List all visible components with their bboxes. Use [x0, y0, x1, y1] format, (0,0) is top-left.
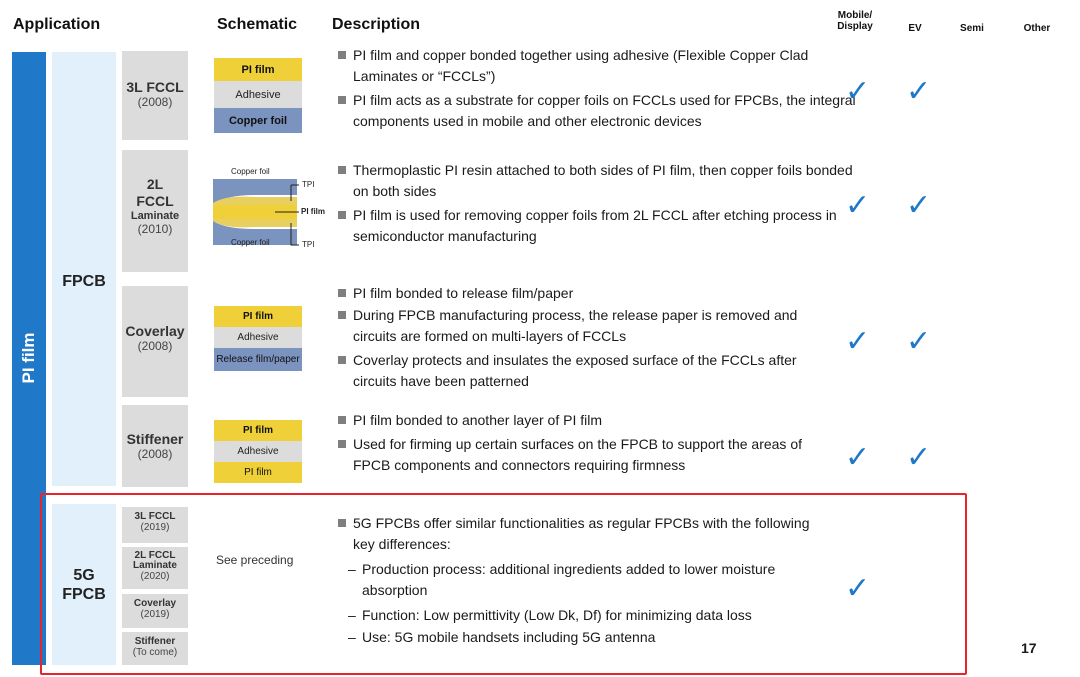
check-mobile-icon: ✓	[845, 189, 871, 222]
row-year: (2008)	[137, 95, 173, 109]
row-sub: Laminate	[130, 210, 180, 222]
item-name: Coverlay	[133, 598, 177, 609]
layer-pi-film: PI film	[214, 58, 302, 81]
bullet-square-icon	[338, 311, 346, 319]
item-year: (To come)	[132, 647, 178, 658]
check-ev-icon: ✓	[906, 441, 932, 474]
bullet-square-icon	[338, 211, 346, 219]
row-name: 3L FCCL	[126, 79, 184, 95]
row-2l-fccl-cell	[122, 150, 188, 272]
fpcb-group-bg	[52, 52, 116, 486]
row-name: Stiffener	[126, 431, 184, 447]
layer-pi-film: PI film	[214, 420, 302, 441]
row-year: (2008)	[137, 339, 173, 353]
check-mobile-icon: ✓	[845, 325, 871, 358]
layer-copper-foil: Copper foil	[214, 108, 302, 133]
page-number: 17	[1021, 640, 1037, 656]
row-2l-fccl-description	[336, 160, 866, 247]
layer-pi-film-bottom: PI film	[214, 462, 302, 483]
item-year: (2019)	[140, 522, 170, 533]
highlight-box	[40, 493, 967, 675]
row-year: (2010)	[137, 222, 173, 236]
bullet-square-icon	[338, 356, 346, 364]
bullet-item: PI film acts as a substrate for copper foils on FCCLs used for FPCBs, the integral components used in mobile and other electronic devices	[336, 90, 856, 132]
bullet-square-icon	[338, 51, 346, 59]
bullet-item: PI film and copper bonded together using adhesive (Flexible Copper Clad Laminates or “FCCLs”)	[336, 45, 856, 87]
row-year: (2008)	[137, 447, 173, 461]
row-stiffener-description	[336, 410, 826, 476]
row-coverlay-description	[336, 283, 826, 392]
header-description: Description	[332, 16, 421, 33]
item-year: (2019)	[140, 609, 170, 620]
see-preceding-text: See preceding	[216, 553, 294, 567]
header-ev: EV	[908, 23, 922, 34]
bullet-item: PI film bonded to another layer of PI film	[336, 410, 826, 431]
header-schematic: Schematic	[217, 16, 298, 33]
layer-release-film: Release film/paper	[214, 348, 302, 371]
bullet-item: Used for firming up certain surfaces on the FPCB to support the areas of FPCB components and connectors requiring firmness	[336, 434, 826, 476]
bullet-square-icon	[338, 166, 346, 174]
layer-adhesive: Adhesive	[214, 327, 302, 348]
item-name: 2L FCCL Laminate	[133, 550, 177, 571]
bullet-item: Thermoplastic PI resin attached to both sides of PI film, then copper foils bonded on both sides	[336, 160, 866, 202]
diagram-copper-top-label: Copper foil	[231, 167, 270, 176]
bullet-square-icon	[338, 289, 346, 297]
check-ev-icon: ✓	[906, 325, 932, 358]
header-application: Application	[13, 16, 101, 33]
row-3l-fccl-description	[336, 45, 856, 132]
layer-adhesive: Adhesive	[214, 441, 302, 462]
diagram-tpi-top-label: TPI	[302, 180, 315, 189]
item-name: 3L FCCL	[134, 511, 176, 522]
bullet-item: During FPCB manufacturing process, the release paper is removed and circuits are formed on multi-layers of FCCLs	[336, 305, 826, 347]
bullet-item: PI film is used for removing copper foils from 2L FCCL after etching process in semiconductor manufacturing	[336, 205, 866, 247]
check-mobile-icon: ✓	[845, 572, 871, 605]
bullet-square-icon	[338, 96, 346, 104]
fpcb-group-label: FPCB	[62, 273, 106, 290]
item-year: (2020)	[140, 571, 170, 582]
dash-item: – Use: 5G mobile handsets including 5G antenna	[348, 629, 656, 645]
bullet-square-icon	[338, 416, 346, 424]
diagram-pi-film-label: PI film	[301, 207, 326, 216]
dash-item: – Production process: additional ingredients added to lower moisture absorption	[348, 561, 776, 598]
layer-adhesive: Adhesive	[214, 81, 302, 108]
check-ev-icon: ✓	[906, 189, 932, 222]
row-stiffener-cell	[122, 405, 188, 487]
pi-film-label: PI film	[19, 332, 38, 384]
layer-pi-film: PI film	[214, 306, 302, 327]
header-semi: Semi	[960, 23, 984, 34]
row-coverlay-cell	[122, 286, 188, 397]
diagram-copper-bottom-label: Copper foil	[231, 238, 270, 247]
header-other: Other	[1023, 23, 1051, 34]
bullet-item: 5G FPCBs offer similar functionalities as regular FPCBs with the following key differences:	[336, 513, 816, 555]
row-3l-fccl-cell	[122, 51, 188, 140]
row-name: Coverlay	[125, 323, 185, 339]
check-mobile-icon: ✓	[845, 441, 871, 474]
check-ev-icon: ✓	[906, 75, 932, 108]
fpcb5g-group-label: 5G FPCB	[62, 567, 106, 603]
bullet-item: PI film bonded to release film/paper	[336, 283, 826, 304]
item-name: Stiffener	[134, 636, 176, 647]
header-mobile-display: Mobile/ Display	[837, 10, 873, 32]
bullet-square-icon	[338, 440, 346, 448]
row-name: 2L FCCL	[136, 176, 174, 209]
dash-item: – Function: Low permittivity (Low Dk, Df) for minimizing data loss	[348, 607, 752, 623]
diagram-tpi-bottom-label: TPI	[302, 240, 315, 249]
check-mobile-icon: ✓	[845, 75, 871, 108]
bullet-item: Coverlay protects and insulates the exposed surface of the FCCLs after circuits have been patterned	[336, 350, 826, 392]
